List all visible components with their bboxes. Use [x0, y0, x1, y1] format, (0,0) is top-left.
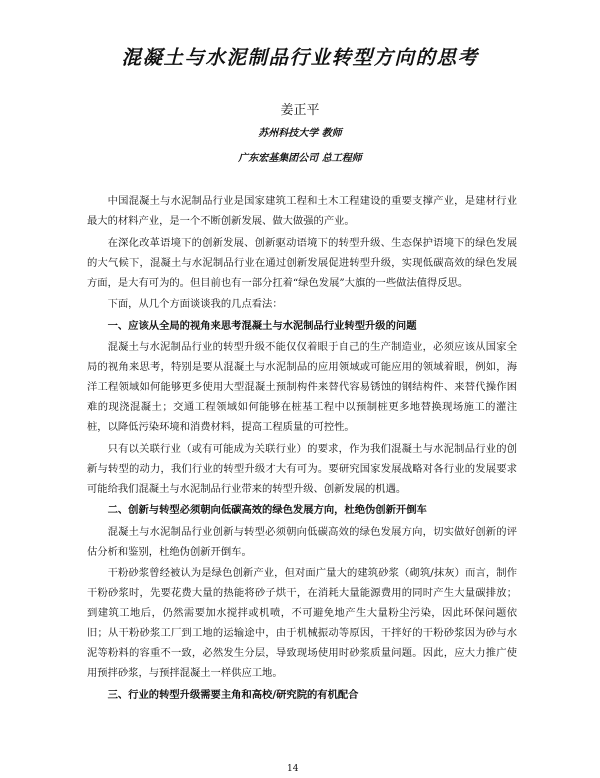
paragraph: 混凝土与水泥制品行业创新与转型必须朝向低碳高效的绿色发展方向，切实做好创新的评估分析和鉴别，杜绝伪创新开倒车。	[87, 525, 517, 558]
affiliation-1: 苏州科技大学 教师	[258, 128, 342, 139]
paragraph: 中国混凝土与水泥制品行业是国家建筑工程和土木工程建设的重要支撑产业，是建材行业最大的材料产业，是一个不断创新发展、做大做强的产业。	[87, 195, 517, 227]
paragraph: 混凝土与水泥制品行业的转型升级不能仅仅着眼于自己的生产制造业，必须应该从国家全局的视角来思考，特别是要从混凝土与水泥制品的应用领域或可能应用的领域着眼，例如，海洋工程领域如何能够更多使用大型混凝土预制构件来替代容易锈蚀的钢结构件、来替代操作困难的现浇混凝土；交通工程领域如何能够在桩基工程中以预制桩更多地替换现场施工的灌注桩，以降低污染环境和消费材料，提高工程质量的可控性。	[87, 341, 517, 433]
paragraph: 下面，从几个方面谈谈我的几点看法：	[107, 298, 283, 310]
section-heading-3: 三、行业的转型升级需要主角和高校/研究院的有机配合	[107, 688, 359, 701]
article-body	[87, 191, 517, 706]
paragraph: 只有以关联行业（或有可能成为关联行业）的要求，作为我们混凝土与水泥制品行业的创新与转型的动力，我们行业的转型升级才大有可为。要研究国家发展战略对各行业的发展要求可能给我们混凝土与水泥制品行业带来的转型升级、创新发展的机遇。	[87, 442, 517, 495]
affiliation-2: 广东宏基集团公司 总工程师	[238, 153, 362, 164]
section-heading-2: 二、创新与转型必须朝向低碳高效的绿色发展方向，杜绝伪创新开倒车	[107, 504, 427, 516]
paragraph: 在深化改革语境下的创新发展、创新驱动语境下的转型升级、生态保护语境下的绿色发展的大气候下，混凝土与水泥制品行业在通过创新发展促进转型升级，实现低碳高效的绿色发展方面，是大有可为的。但目前也有一部分扛着“绿色发展”大旗的一些做法值得反思。	[87, 236, 517, 289]
paper-title: 混凝土与水泥制品行业转型方向的思考	[121, 46, 479, 69]
section-heading-1: 一、应该从全局的视角来思考混凝土与水泥制品行业转型升级的问题	[107, 319, 417, 332]
page-number: 14	[287, 764, 299, 774]
paragraph: 干粉砂浆曾经被认为是绿色创新产业，但对面广量大的建筑砂浆（砌筑/抹灰）而言，制作干粉砂浆时，先要花费大量的热能将砂子烘干，在消耗大量能源费用的同时产生大量碳排放；到建筑工地后，仍然需要加水搅拌或机喷，不可避免地产生大量粉尘污染，因此环保问题依旧；从干粉砂浆工厂到工地的运输途中，由于机械振动等原因，干拌好的干粉砂浆因为砂与水泥等粉料的容重不一致，必然发生分层，导致现场使用时砂浆质量问题。因此，应大力推广使用预拌砂浆，与预拌混凝土一样供应工地。	[87, 567, 517, 679]
author-name: 姜正平	[280, 103, 320, 118]
